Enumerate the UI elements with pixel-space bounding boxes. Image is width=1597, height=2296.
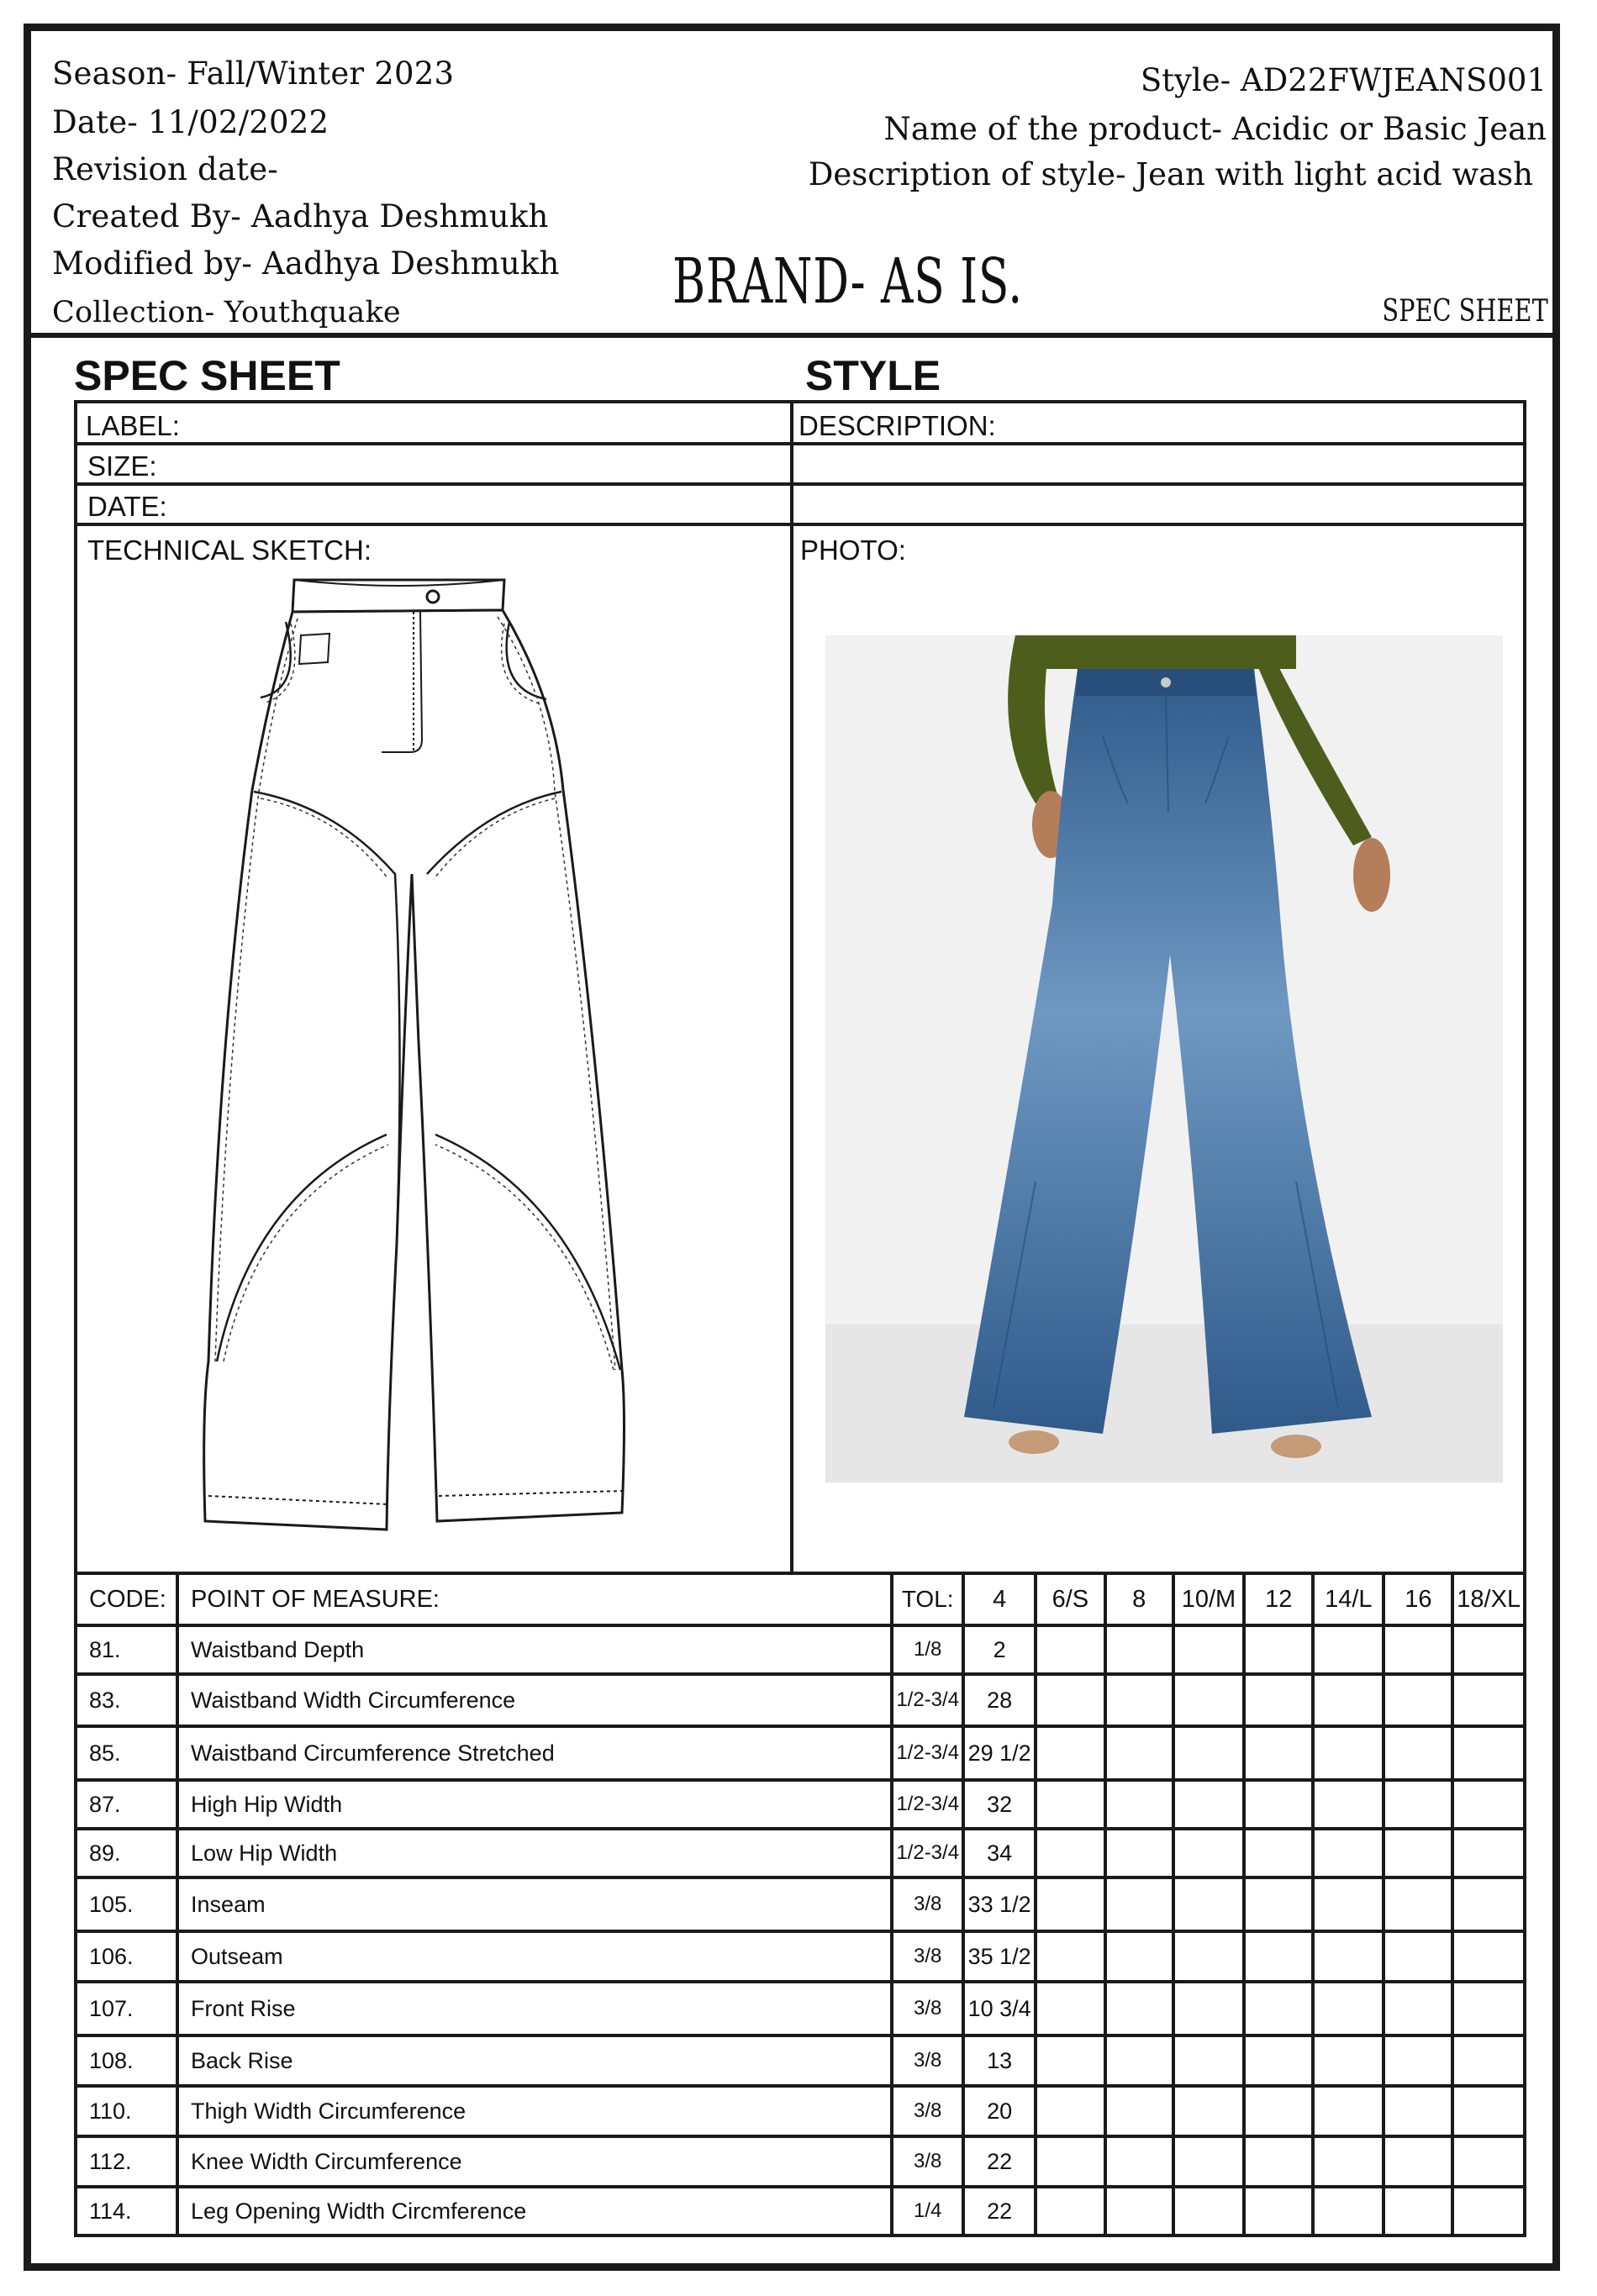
measure-size-4: 10 3/4 <box>963 1982 1035 2035</box>
measure-tolerance: 1/8 <box>892 1625 963 1674</box>
date-text: Date- 11/02/2022 <box>52 104 329 140</box>
technical-sketch-label: TECHNICAL SKETCH: <box>87 535 372 566</box>
measure-size-empty <box>1036 2035 1105 2086</box>
style-code-text: Style- AD22FWJEANS001 <box>1140 62 1547 98</box>
header-size-8: 8 <box>1105 1573 1173 1625</box>
measure-size-4: 33 1/2 <box>963 1877 1035 1931</box>
measure-size-4: 29 1/2 <box>963 1726 1035 1780</box>
measure-size-empty <box>1452 1726 1525 1780</box>
measure-size-empty <box>1105 1726 1173 1780</box>
measure-code: 106. <box>76 1931 177 1982</box>
header-size-16: 16 <box>1384 1573 1452 1625</box>
jeans-photo-illustration <box>825 635 1503 1482</box>
description-field: DESCRIPTION: <box>798 410 996 441</box>
measure-code: 81. <box>76 1625 177 1674</box>
measure-name: Waistband Width Circumference <box>177 1674 892 1726</box>
table-row <box>76 1982 1525 2035</box>
measure-size-empty <box>1384 1877 1452 1931</box>
measure-size-empty <box>1244 1829 1313 1877</box>
measure-size-empty <box>1384 1780 1452 1829</box>
header-divider <box>24 333 1560 338</box>
measure-size-empty <box>1452 1982 1525 2035</box>
header-size-18xl: 18/XL <box>1452 1573 1525 1625</box>
collection-text: Collection- Youthquake <box>52 296 401 329</box>
measure-size-empty <box>1384 2035 1452 2086</box>
measure-size-empty <box>1036 1674 1105 1726</box>
measure-tolerance: 1/4 <box>892 2187 963 2235</box>
measure-tolerance: 1/2-3/4 <box>892 1674 963 1726</box>
measure-size-empty <box>1105 1982 1173 2035</box>
measure-size-empty <box>1384 1829 1452 1877</box>
measure-size-empty <box>1173 1726 1245 1780</box>
measure-size-empty <box>1036 2086 1105 2136</box>
measure-size-empty <box>1105 1829 1173 1877</box>
measure-size-empty <box>1384 2187 1452 2235</box>
measure-size-4: 34 <box>963 1829 1035 1877</box>
measure-tolerance: 3/8 <box>892 1877 963 1931</box>
measure-size-empty <box>1452 2035 1525 2086</box>
measure-name: Thigh Width Circumference <box>177 2086 892 2136</box>
measure-size-empty <box>1313 1982 1384 2035</box>
row-divider <box>74 442 1526 445</box>
spec-sheet-label: SPEC SHEET <box>1382 294 1548 329</box>
measure-name: High Hip Width <box>177 1780 892 1829</box>
measure-size-empty <box>1313 1625 1384 1674</box>
table-row <box>76 1877 1525 1931</box>
brand-title: BRAND- AS IS. <box>672 245 1023 318</box>
measure-code: 87. <box>76 1780 177 1829</box>
measure-size-empty <box>1036 1829 1105 1877</box>
measure-size-4: 22 <box>963 2187 1035 2235</box>
measure-size-empty <box>1036 2136 1105 2187</box>
measure-tolerance: 1/2-3/4 <box>892 1780 963 1829</box>
measure-size-empty <box>1105 1625 1173 1674</box>
measure-size-empty <box>1105 2136 1173 2187</box>
table-row <box>76 2035 1525 2086</box>
measure-size-4: 22 <box>963 2136 1035 2187</box>
measure-size-empty <box>1384 1982 1452 2035</box>
measure-size-empty <box>1452 2086 1525 2136</box>
product-name-text: Name of the product- Acidic or Basic Jean <box>883 111 1547 147</box>
measure-code: 83. <box>76 1674 177 1726</box>
measure-name: Leg Opening Width Circmference <box>177 2187 892 2235</box>
table-row <box>76 1726 1525 1780</box>
product-photo <box>825 635 1503 1482</box>
measure-size-empty <box>1173 1931 1245 1982</box>
measure-size-empty <box>1452 2187 1525 2235</box>
measure-size-empty <box>1384 2136 1452 2187</box>
measure-tolerance: 1/2-3/4 <box>892 1829 963 1877</box>
table-row <box>76 2136 1525 2187</box>
measure-size-empty <box>1173 2187 1245 2235</box>
measure-size-empty <box>1313 2187 1384 2235</box>
measure-size-empty <box>1384 1625 1452 1674</box>
measure-size-empty <box>1384 1931 1452 1982</box>
measure-name: Knee Width Circumference <box>177 2136 892 2187</box>
row-divider <box>74 482 1526 486</box>
style-title: STYLE <box>805 352 941 399</box>
measure-name: Waistband Depth <box>177 1625 892 1674</box>
measure-size-empty <box>1244 2136 1313 2187</box>
measure-size-empty <box>1244 1726 1313 1780</box>
measure-size-4: 32 <box>963 1780 1035 1829</box>
measure-size-empty <box>1105 1674 1173 1726</box>
table-row <box>76 1780 1525 1829</box>
measure-size-empty <box>1105 1877 1173 1931</box>
measure-code: 110. <box>76 2086 177 2136</box>
measure-size-4: 2 <box>963 1625 1035 1674</box>
measure-code: 89. <box>76 1829 177 1877</box>
measure-size-empty <box>1313 2086 1384 2136</box>
measure-size-empty <box>1036 1726 1105 1780</box>
modified-by-text: Modified by- Aadhya Deshmukh <box>52 245 560 282</box>
measure-size-empty <box>1313 1780 1384 1829</box>
photo-label: PHOTO: <box>800 535 906 566</box>
measure-size-empty <box>1244 2187 1313 2235</box>
measure-tolerance: 3/8 <box>892 1931 963 1982</box>
column-divider <box>790 400 793 1575</box>
measure-size-empty <box>1452 2136 1525 2187</box>
measure-size-empty <box>1244 1625 1313 1674</box>
measure-size-4: 28 <box>963 1674 1035 1726</box>
measure-size-empty <box>1173 2035 1245 2086</box>
measure-size-empty <box>1313 2035 1384 2086</box>
table-row <box>76 1931 1525 1982</box>
header-size-10m: 10/M <box>1173 1573 1245 1625</box>
revision-date-text: Revision date- <box>52 151 278 187</box>
measure-code: 114. <box>76 2187 177 2235</box>
measure-size-empty <box>1105 1780 1173 1829</box>
measure-size-empty <box>1173 1674 1245 1726</box>
measure-size-empty <box>1105 2187 1173 2235</box>
header-tolerance: TOL: <box>892 1573 963 1625</box>
measure-size-empty <box>1173 1829 1245 1877</box>
measure-size-empty <box>1384 1674 1452 1726</box>
header-size-6s: 6/S <box>1036 1573 1105 1625</box>
measure-size-empty <box>1313 1726 1384 1780</box>
measure-size-empty <box>1384 1726 1452 1780</box>
header-point-of-measure: POINT OF MEASURE: <box>177 1573 892 1625</box>
measure-size-empty <box>1244 2086 1313 2136</box>
measure-code: 112. <box>76 2136 177 2187</box>
measure-size-empty <box>1452 1931 1525 1982</box>
measure-size-empty <box>1036 1931 1105 1982</box>
measure-size-empty <box>1313 1877 1384 1931</box>
measure-size-empty <box>1244 1931 1313 1982</box>
measure-tolerance: 3/8 <box>892 2086 963 2136</box>
measure-name: Waistband Circumference Stretched <box>177 1726 892 1780</box>
measure-tolerance: 3/8 <box>892 1982 963 2035</box>
measure-code: 105. <box>76 1877 177 1931</box>
measure-size-empty <box>1244 1877 1313 1931</box>
measure-code: 107. <box>76 1982 177 2035</box>
measure-size-empty <box>1036 2187 1105 2235</box>
measure-size-4: 20 <box>963 2086 1035 2136</box>
measure-size-empty <box>1105 1931 1173 1982</box>
header-size-14l: 14/L <box>1313 1573 1384 1625</box>
measure-size-empty <box>1244 2035 1313 2086</box>
table-header-row <box>76 1573 1525 1625</box>
measure-size-empty <box>1173 1877 1245 1931</box>
measure-size-empty <box>1105 2035 1173 2086</box>
measure-size-empty <box>1384 2086 1452 2136</box>
measure-name: Low Hip Width <box>177 1829 892 1877</box>
measure-size-empty <box>1452 1877 1525 1931</box>
measure-size-empty <box>1313 1829 1384 1877</box>
measure-tolerance: 3/8 <box>892 2136 963 2187</box>
season-text: Season- Fall/Winter 2023 <box>52 55 455 92</box>
measure-size-empty <box>1452 1780 1525 1829</box>
measure-name: Back Rise <box>177 2035 892 2086</box>
label-field: LABEL: <box>86 410 180 441</box>
measure-size-empty <box>1313 1674 1384 1726</box>
measure-size-empty <box>1244 1674 1313 1726</box>
measure-size-empty <box>1244 1780 1313 1829</box>
row-divider <box>74 523 1526 526</box>
style-description-text: Description of style- Jean with light acid wash <box>808 156 1533 192</box>
date-field: DATE: <box>87 491 167 522</box>
measure-size-empty <box>1036 1877 1105 1931</box>
table-row <box>76 1625 1525 1674</box>
measure-size-empty <box>1452 1625 1525 1674</box>
table-row <box>76 1829 1525 1877</box>
table-row <box>76 1674 1525 1726</box>
measure-name: Outseam <box>177 1931 892 1982</box>
header-size-4: 4 <box>963 1573 1035 1625</box>
header-code: CODE: <box>76 1573 177 1625</box>
measure-name: Front Rise <box>177 1982 892 2035</box>
jeans-technical-sketch <box>202 571 639 1555</box>
measure-size-4: 13 <box>963 2035 1035 2086</box>
measure-size-empty <box>1105 2086 1173 2136</box>
measure-code: 108. <box>76 2035 177 2086</box>
measure-size-empty <box>1173 1982 1245 2035</box>
measure-size-empty <box>1173 2086 1245 2136</box>
measure-tolerance: 3/8 <box>892 2035 963 2086</box>
measure-size-empty <box>1313 2136 1384 2187</box>
measure-size-empty <box>1313 1931 1384 1982</box>
measure-size-empty <box>1173 2136 1245 2187</box>
table-row <box>76 2086 1525 2136</box>
measure-size-empty <box>1452 1829 1525 1877</box>
measure-size-empty <box>1173 1625 1245 1674</box>
header-size-12: 12 <box>1244 1573 1313 1625</box>
created-by-text: Created By- Aadhya Deshmukh <box>52 198 549 234</box>
measure-size-empty <box>1036 1780 1105 1829</box>
measure-size-empty <box>1173 1780 1245 1829</box>
measure-code: 85. <box>76 1726 177 1780</box>
size-field: SIZE: <box>87 450 157 482</box>
measure-name: Inseam <box>177 1877 892 1931</box>
measure-size-4: 35 1/2 <box>963 1931 1035 1982</box>
measure-size-empty <box>1452 1674 1525 1726</box>
spec-sheet-title: SPEC SHEET <box>74 352 340 399</box>
measure-size-empty <box>1036 1625 1105 1674</box>
table-row <box>76 2187 1525 2235</box>
measure-size-empty <box>1244 1982 1313 2035</box>
measure-size-empty <box>1036 1982 1105 2035</box>
point-of-measure-table <box>74 1572 1526 2237</box>
measure-tolerance: 1/2-3/4 <box>892 1726 963 1780</box>
